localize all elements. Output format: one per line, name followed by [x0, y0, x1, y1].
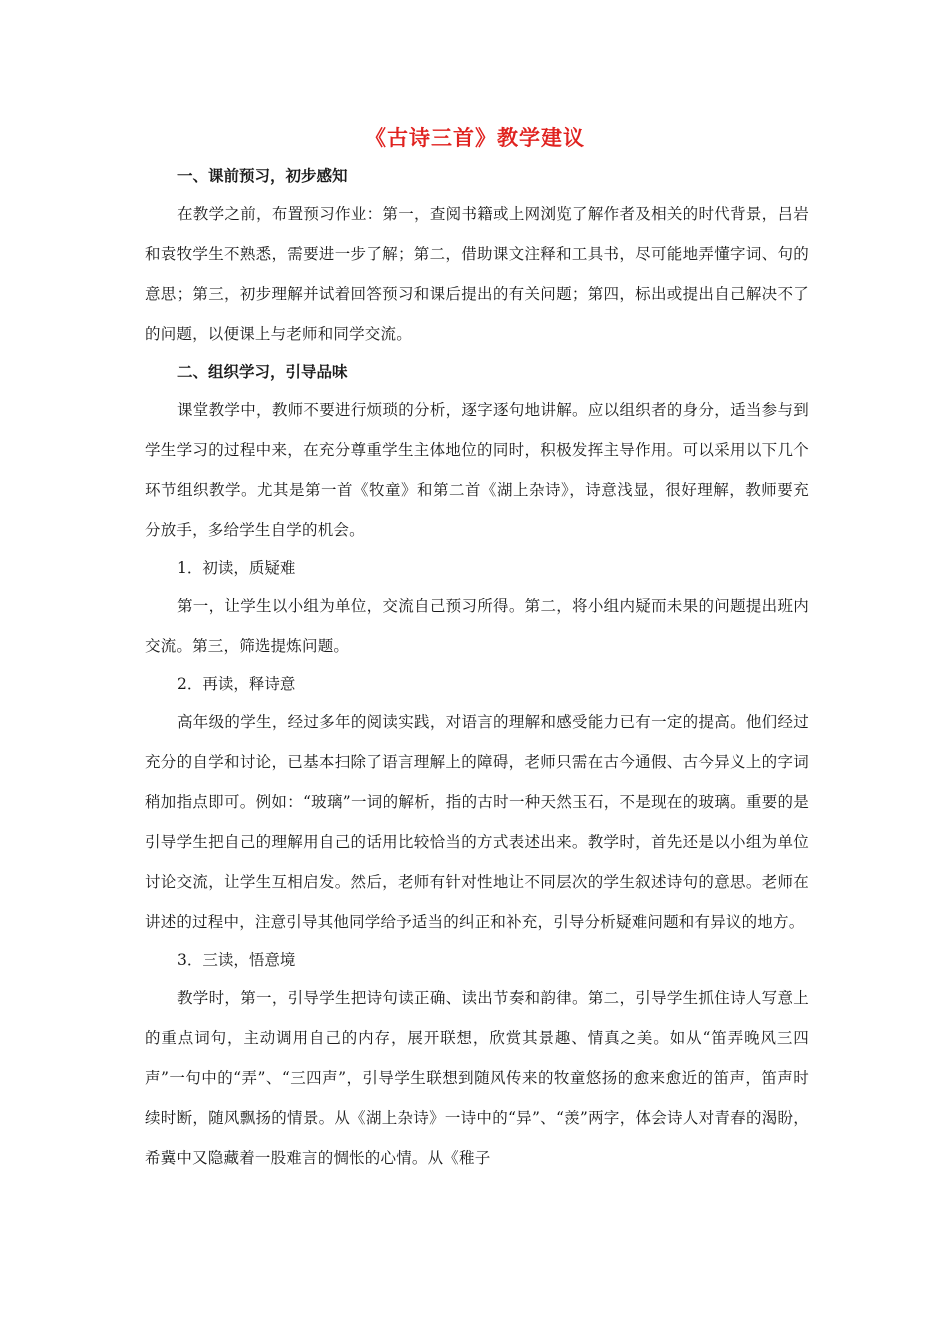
step-paragraph-third-reading: 教学时，第一，引导学生把诗句读正确、读出节奏和韵律。第二，引导学生抓住诗人写意上的重点词句，主动调用自己的内存，展开联想，欣赏其景趣、情真之美。如从“笛弄晚风三四声”一句中的“弄”、“三四声”，引导学生联想到随风传来的牧童悠扬的愈来愈近的笛声，笛声时续时断，随风飘扬的情景。从《湖上杂诗》一诗中的“异”、“羡”两字，体会诗人对青春的渴盼，希冀中又隐藏着一股难言的惆怅的心情。从《稚子	[145, 989, 809, 1167]
section-paragraph-preview: 在教学之前，布置预习作业：第一，查阅书籍或上网浏览了解作者及相关的时代背景，吕岩和袁牧学生不熟悉，需要进一步了解；第二，借助课文注释和工具书，尽可能地弄懂字词、句的意思；第三，初步理解并试着回答预习和课后提出的有关问题；第四，标出或提出自己解决不了的问题，以便课上与老师和同学交流。	[145, 205, 809, 343]
step-label-third-reading: 3．三读，悟意境	[177, 951, 296, 969]
section-heading-preview: 一、课前预习，初步感知	[177, 166, 348, 185]
step-label-second-reading: 2．再读，释诗意	[177, 675, 296, 693]
step-paragraph-second-reading: 高年级的学生，经过多年的阅读实践，对语言的理解和感受能力已有一定的提高。他们经过充分的自学和讨论，已基本扫除了语言理解上的障碍，老师只需在古今通假、古今异义上的字词稍加指点即可。例如：“玻璃”一词的解析，指的古时一种天然玉石，不是现在的玻璃。重要的是引导学生把自己的理解用自己的话用比较恰当的方式表述出来。教学时，首先还是以小组为单位讨论交流，让学生互相启发。然后，老师有针对性地让不同层次的学生叙述诗句的意思。老师在讲述的过程中，注意引导其他同学给予适当的纠正和补充，引导分析疑难问题和有异议的地方。	[145, 713, 809, 931]
section-paragraph-organize: 课堂教学中，教师不要进行烦琐的分析，逐字逐句地讲解。应以组织者的身分，适当参与到学生学习的过程中来，在充分尊重学生主体地位的同时，积极发挥主导作用。可以采用以下几个环节组织教学。尤其是第一首《牧童》和第二首《湖上杂诗》，诗意浅显，很好理解，教师要充分放手，多给学生自学的机会。	[145, 401, 809, 539]
section-heading-organize: 二、组织学习，引导品味	[177, 362, 348, 381]
document-title: 《古诗三首》教学建议	[365, 125, 585, 150]
step-label-first-reading: 1．初读，质疑难	[177, 559, 296, 577]
step-paragraph-first-reading: 第一，让学生以小组为单位，交流自己预习所得。第二，将小组内疑而未果的问题提出班内交流。第三，筛选提炼问题。	[145, 597, 809, 655]
document-body	[145, 158, 809, 1178]
